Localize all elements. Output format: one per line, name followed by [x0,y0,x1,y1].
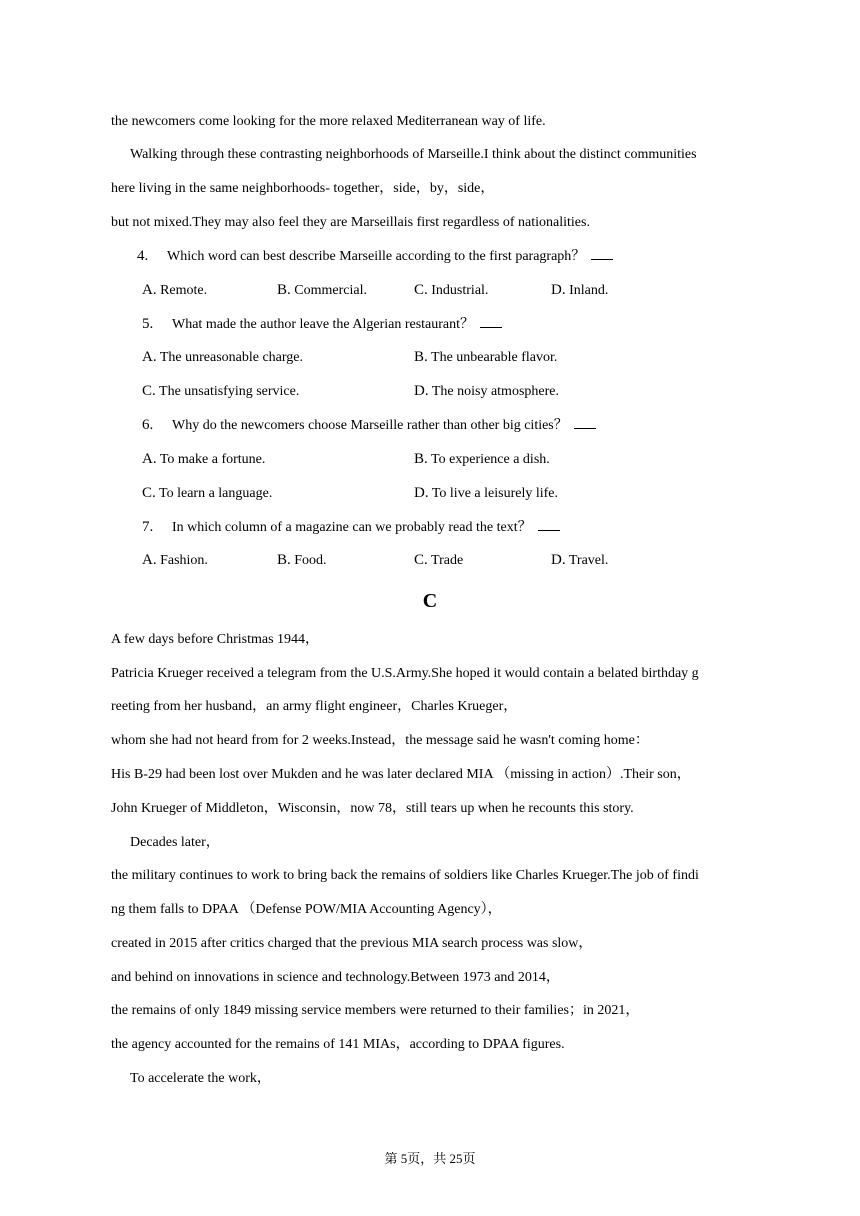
option-letter: A. [142,552,157,568]
passage-line: A few days before Christmas 1944， [111,632,320,647]
question-number: 6. [142,417,154,433]
passage-line: ng them falls to DPAA （Defense POW/MIA Accounting Agency）， [111,902,502,917]
question-number: 5. [142,316,154,332]
passage-line: created in 2015 after critics charged that the previous MIA search process was slow， [111,936,593,951]
option-text: Fashion. [160,553,208,568]
option-b[interactable] [277,281,367,300]
option-letter: A. [142,349,157,365]
option-letter: C. [414,552,428,568]
option-text: Inland. [569,283,609,298]
option-text: Food. [294,553,327,568]
option-letter: C. [414,282,428,298]
page-number: 第 5页，共 25页 [384,1151,476,1166]
option-text: The unbearable flavor. [431,350,558,365]
option-c[interactable] [414,281,488,300]
option-letter: C. [142,383,156,399]
passage-line: Patricia Krueger received a telegram from the U.S.Army.She hoped it would contain a belated birthday g [111,666,699,681]
question-text: Why do the newcomers choose Marseille rather than other big cities？ [172,418,568,433]
question-6 [142,416,596,435]
question-number: 7. [142,519,154,535]
option-letter: D. [414,383,429,399]
passage-line: the remains of only 1849 missing service members were returned to their families；in 2021， [111,1003,640,1018]
option-letter: B. [414,349,428,365]
option-letter: D. [551,282,566,298]
option-text: To make a fortune. [159,452,266,467]
question-text: In which column of a magazine can we probably read the text？ [172,520,532,535]
option-text: To learn a language. [159,486,273,501]
option-c[interactable] [142,382,299,401]
question-5 [142,315,502,334]
option-letter: C. [142,485,156,501]
option-text: Commercial. [294,283,367,298]
option-d[interactable] [551,281,608,300]
passage-line: Decades later， [130,835,220,850]
passage-line: but not mixed.They may also feel they are Marseillais first regardless of nationalities. [111,215,590,230]
option-text: Travel. [568,553,609,568]
passage-line: whom she had not heard from for 2 weeks.Instead，the message said he wasn't coming home： [111,733,649,748]
passage-line: Walking through these contrasting neighborhoods of Marseille.I think about the distinct communities [130,147,697,162]
option-letter: A. [142,282,157,298]
option-text: Trade [431,553,464,568]
option-a[interactable] [142,450,265,469]
answer-blank[interactable] [574,416,596,429]
answer-blank[interactable] [591,247,613,260]
option-text: To experience a dish. [431,452,550,467]
passage-line: here living in the same neighborhoods- together，side，by，side， [111,181,495,196]
passage-line: His B-29 had been lost over Mukden and he was later declared MIA （missing in action）.Their son， [111,767,691,782]
option-d[interactable] [551,551,608,570]
answer-blank[interactable] [538,518,560,531]
option-text: The unsatisfying service. [159,384,300,399]
answer-blank[interactable] [480,315,502,328]
option-letter: D. [414,485,429,501]
option-a[interactable] [142,281,207,300]
passage-line: and behind on innovations in science and technology.Between 1973 and 2014， [111,970,560,985]
option-c[interactable] [142,484,272,503]
option-b[interactable] [414,450,550,469]
passage-line: the military continues to work to bring back the remains of soldiers like Charles Krueger.The job of findi [111,868,699,883]
question-text: Which word can best describe Marseille according to the first paragraph？ [167,249,586,264]
question-7 [142,518,560,537]
passage-line: the newcomers come looking for the more relaxed Mediterranean way of life. [111,114,546,129]
option-text: The noisy atmosphere. [431,384,559,399]
option-letter: D. [551,552,566,568]
question-number: 4. [137,248,149,264]
option-text: Remote. [160,283,208,298]
option-text: Industrial. [431,283,489,298]
option-letter: B. [277,552,291,568]
option-letter: B. [277,282,291,298]
option-d[interactable] [414,382,559,401]
option-text: The unreasonable charge. [159,350,304,365]
option-text: To live a leisurely life. [431,486,558,501]
option-c[interactable] [414,551,463,570]
section-title: C [422,590,438,612]
option-letter: B. [414,451,428,467]
option-d[interactable] [414,484,558,503]
option-b[interactable] [277,551,327,570]
passage-line: the agency accounted for the remains of 141 MIAs，according to DPAA figures. [111,1037,565,1052]
option-a[interactable] [142,348,303,367]
option-a[interactable] [142,551,208,570]
passage-line: To accelerate the work， [130,1071,271,1086]
option-letter: A. [142,451,157,467]
passage-line: reeting from her husband，an army flight engineer，Charles Krueger， [111,699,518,714]
question-text: What made the author leave the Algerian restaurant？ [172,317,475,332]
option-b[interactable] [414,348,557,367]
passage-line: John Krueger of Middleton，Wisconsin，now 78，still tears up when he recounts this story. [111,801,634,816]
question-4 [137,247,613,266]
